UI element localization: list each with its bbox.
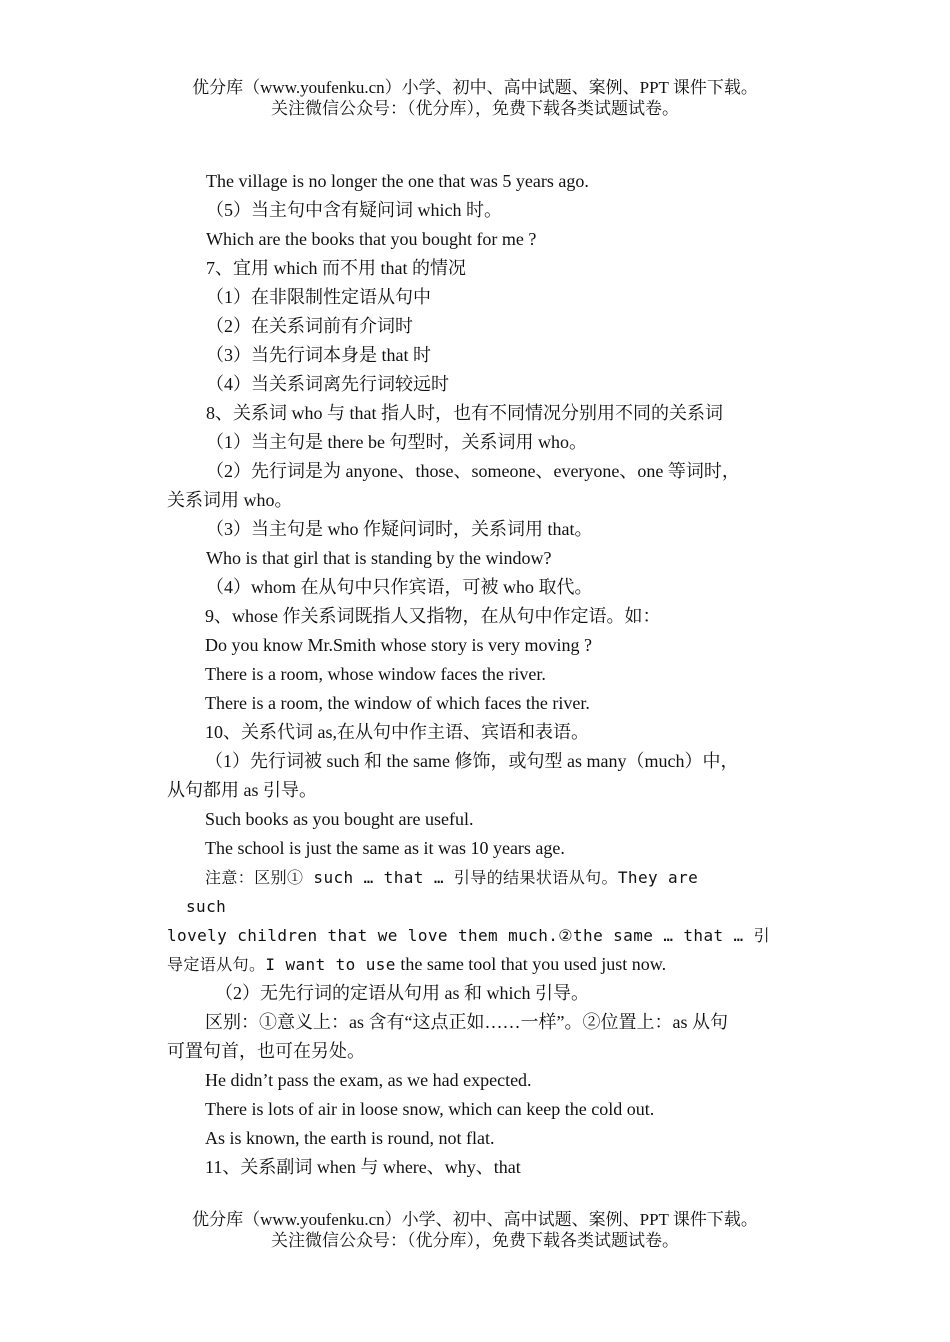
- note-fragment: the same tool that you used just now.: [395, 954, 667, 974]
- document-body: [167, 167, 787, 1182]
- footer-line-2: 关注微信公众号：（优分库），免费下载各类试题试卷。: [271, 1231, 679, 1250]
- section-heading: 9、whose 作关系词既指人又指物，在从句中作定语。如：: [205, 606, 661, 626]
- example-sentence: Such books as you bought are useful.: [205, 809, 474, 829]
- page-footer: [0, 1209, 950, 1251]
- note-fragment: 导定语从句。I want to use: [167, 955, 396, 974]
- rule-item-continuation: 关系词用 who。: [167, 490, 293, 510]
- section-heading: 8、关系词 who 与 that 指人时，也有不同情况分别用不同的关系词: [206, 403, 723, 423]
- example-sentence: Which are the books that you bought for me ?: [206, 229, 537, 249]
- rule-item-continuation: 从句都用 as 引导。: [167, 780, 317, 800]
- section-heading: 10、关系代词 as,在从句中作主语、宾语和表语。: [205, 722, 589, 742]
- example-sentence: There is a room, the window of which faces the river.: [205, 693, 590, 713]
- rule-item: （2）在关系词前有介词时: [206, 316, 413, 336]
- example-sentence: As is known, the earth is round, not flat.: [205, 1128, 495, 1148]
- example-sentence: The village is no longer the one that was 5 years ago.: [206, 171, 589, 191]
- rule-item: （4）whom 在从句中只作宾语，可被 who 取代。: [206, 577, 593, 597]
- note-line: 注意：区别① such … that … 引导的结果状语从句。They are: [205, 868, 699, 887]
- example-sentence: Do you know Mr.Smith whose story is very moving ?: [205, 635, 592, 655]
- header-line-1: 优分库（www.youfenku.cn）小学、初中、高中试题、案例、PPT 课件下载。: [192, 78, 758, 97]
- note-line: such: [186, 897, 227, 916]
- example-sentence: He didn’t pass the exam, as we had expected.: [205, 1070, 532, 1090]
- section-heading: 11、关系副词 when 与 where、why、that: [205, 1157, 521, 1177]
- page-header: [0, 77, 950, 119]
- rule-item: （5）当主句中含有疑问词 which 时。: [206, 200, 502, 220]
- example-sentence: There is lots of air in loose snow, which can keep the cold out.: [205, 1099, 655, 1119]
- note-line: 区别：①意义上：as 含有“这点正如……一样”。②位置上：as 从句: [205, 1012, 728, 1032]
- note-line: [167, 950, 787, 979]
- example-sentence: There is a room, whose window faces the river.: [205, 664, 546, 684]
- example-sentence: The school is just the same as it was 10 years age.: [205, 838, 565, 858]
- rule-item: （3）当先行词本身是 that 时: [206, 345, 431, 365]
- rule-item: （4）当关系词离先行词较远时: [206, 374, 449, 394]
- section-heading: 7、宜用 which 而不用 that 的情况: [206, 258, 466, 278]
- footer-line-1: 优分库（www.youfenku.cn）小学、初中、高中试题、案例、PPT 课件下载。: [192, 1210, 758, 1229]
- rule-item: （1）先行词被 such 和 the same 修饰，或句型 as many（much）中，: [205, 751, 739, 771]
- note-line: 可置句首，也可在另处。: [167, 1041, 365, 1061]
- rule-item: （3）当主句是 who 作疑问词时，关系词用 that。: [206, 519, 593, 539]
- rule-item: （2）无先行词的定语从句用 as 和 which 引导。: [215, 983, 589, 1003]
- example-sentence: Who is that girl that is standing by the window?: [206, 548, 552, 568]
- rule-item: （1）当主句是 there be 句型时，关系词用 who。: [206, 432, 587, 452]
- rule-item: （1）在非限制性定语从句中: [206, 287, 431, 307]
- header-line-2: 关注微信公众号：（优分库），免费下载各类试题试卷。: [271, 99, 679, 118]
- note-line: lovely children that we love them much.②the same … that … 引: [167, 926, 771, 945]
- rule-item: （2）先行词是为 anyone、those、someone、everyone、one 等词时，: [206, 461, 740, 481]
